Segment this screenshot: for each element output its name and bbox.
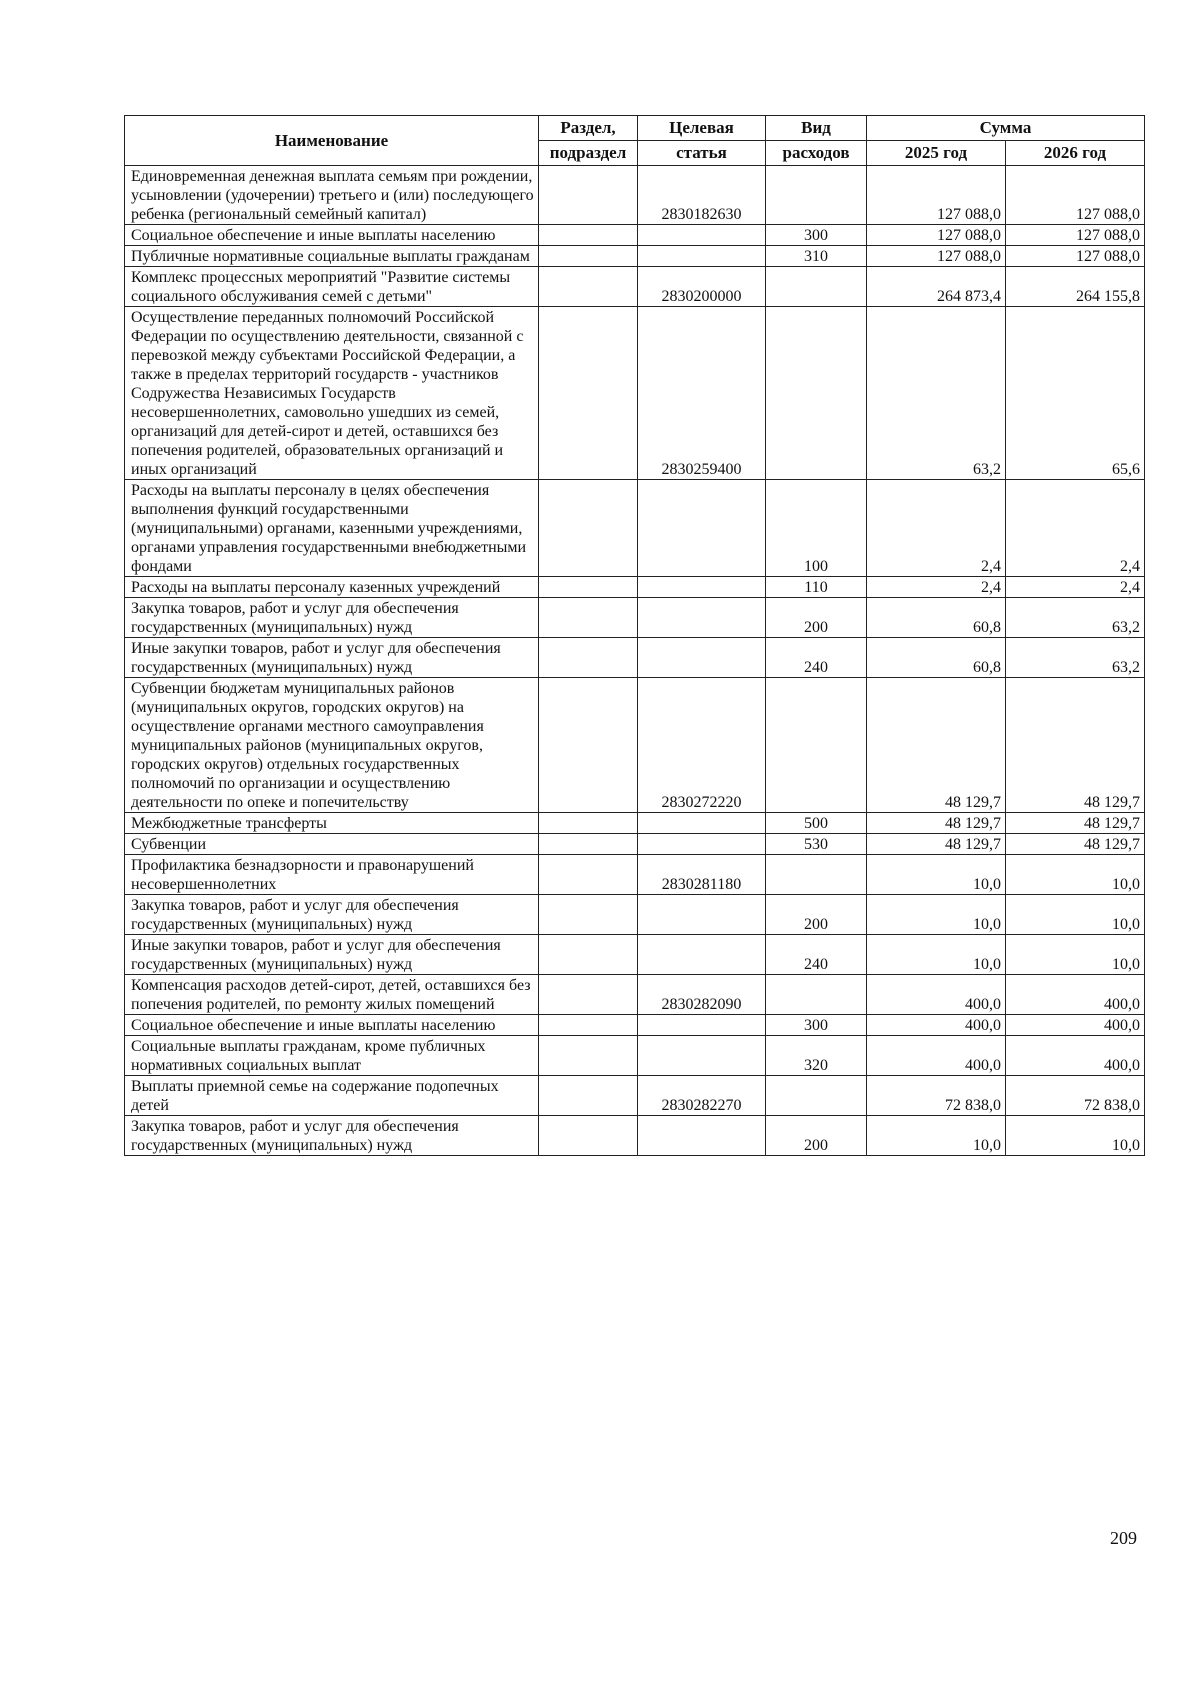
row-target	[638, 480, 766, 577]
row-section	[539, 834, 638, 855]
table-row	[125, 935, 1145, 975]
row-kind: 500	[766, 813, 867, 834]
header-section-line2: подраздел	[539, 141, 638, 166]
row-kind: 530	[766, 834, 867, 855]
row-section	[539, 246, 638, 267]
row-2026: 65,6	[1006, 307, 1145, 480]
row-kind: 200	[766, 1116, 867, 1156]
row-kind: 320	[766, 1036, 867, 1076]
row-2025: 400,0	[867, 975, 1006, 1015]
row-target	[638, 598, 766, 638]
row-section	[539, 1076, 638, 1116]
row-2026: 63,2	[1006, 598, 1145, 638]
row-kind	[766, 855, 867, 895]
table-row	[125, 834, 1145, 855]
row-target	[638, 895, 766, 935]
header-sum: Сумма	[867, 116, 1145, 141]
row-2026: 2,4	[1006, 577, 1145, 598]
row-2026: 10,0	[1006, 855, 1145, 895]
row-target	[638, 834, 766, 855]
table-row	[125, 267, 1145, 307]
row-target: 2830272220	[638, 678, 766, 813]
row-kind	[766, 975, 867, 1015]
row-section	[539, 935, 638, 975]
row-target: 2830200000	[638, 267, 766, 307]
row-target: 2830281180	[638, 855, 766, 895]
table-row	[125, 1036, 1145, 1076]
row-name: Профилактика безнадзорности и правонарушений несовершеннолетних	[125, 855, 539, 895]
row-2026: 48 129,7	[1006, 834, 1145, 855]
row-name: Компенсация расходов детей-сирот, детей, оставшихся без попечения родителей, по ремонту жилых помещений	[125, 975, 539, 1015]
row-name: Социальные выплаты гражданам, кроме публичных нормативных социальных выплат	[125, 1036, 539, 1076]
row-target	[638, 1015, 766, 1036]
row-2025: 127 088,0	[867, 225, 1006, 246]
row-2026: 400,0	[1006, 1036, 1145, 1076]
row-2026: 72 838,0	[1006, 1076, 1145, 1116]
row-kind	[766, 678, 867, 813]
row-name: Закупка товаров, работ и услуг для обеспечения государственных (муниципальных) нужд	[125, 1116, 539, 1156]
row-target: 2830282270	[638, 1076, 766, 1116]
row-kind: 100	[766, 480, 867, 577]
table-row	[125, 480, 1145, 577]
row-kind: 200	[766, 895, 867, 935]
row-2026: 10,0	[1006, 1116, 1145, 1156]
row-section	[539, 895, 638, 935]
row-kind	[766, 307, 867, 480]
table-row	[125, 1076, 1145, 1116]
row-2026: 127 088,0	[1006, 246, 1145, 267]
row-name: Социальное обеспечение и иные выплаты населению	[125, 225, 539, 246]
row-2026: 63,2	[1006, 638, 1145, 678]
header-year-2025: 2025 год	[867, 141, 1006, 166]
row-kind: 240	[766, 935, 867, 975]
header-name: Наименование	[125, 116, 539, 166]
row-name: Субвенции бюджетам муниципальных районов (муниципальных округов, городских округов) на осуществление органами местного самоуправления муниципальных районов (муниципальных округов, городских округов) отдельных государственных полномочий по организации и осуществлению деятельности по опеке и попечительству	[125, 678, 539, 813]
row-kind: 110	[766, 577, 867, 598]
row-name: Выплаты приемной семье на содержание подопечных детей	[125, 1076, 539, 1116]
row-name: Закупка товаров, работ и услуг для обеспечения государственных (муниципальных) нужд	[125, 895, 539, 935]
header-kind-line2: расходов	[766, 141, 867, 166]
header-target-line2: статья	[638, 141, 766, 166]
row-name: Межбюджетные трансферты	[125, 813, 539, 834]
table-row	[125, 895, 1145, 935]
row-name: Осуществление переданных полномочий Российской Федерации по осуществлению деятельности, связанной с перевозкой между субъектами Российской Федерации, а также в пределах территорий государств - участников Содружества Независимых Государств несовершеннолетних, самовольно ушедших из семей, организаций для детей-сирот и детей, оставшихся без попечения родителей, образовательных организаций и иных организаций	[125, 307, 539, 480]
row-section	[539, 480, 638, 577]
table-row	[125, 577, 1145, 598]
row-name: Иные закупки товаров, работ и услуг для обеспечения государственных (муниципальных) нужд	[125, 935, 539, 975]
row-name: Субвенции	[125, 834, 539, 855]
table-row	[125, 855, 1145, 895]
table-header	[125, 116, 1145, 166]
row-2026: 48 129,7	[1006, 678, 1145, 813]
row-kind: 300	[766, 225, 867, 246]
row-2026: 10,0	[1006, 895, 1145, 935]
table-row	[125, 307, 1145, 480]
row-kind: 240	[766, 638, 867, 678]
row-2025: 400,0	[867, 1036, 1006, 1076]
row-2026: 127 088,0	[1006, 166, 1145, 225]
row-name: Единовременная денежная выплата семьям при рождении, усыновлении (удочерении) третьего и (или) последующего ребенка (региональный семейный капитал)	[125, 166, 539, 225]
row-name: Иные закупки товаров, работ и услуг для обеспечения государственных (муниципальных) нужд	[125, 638, 539, 678]
table-row	[125, 813, 1145, 834]
row-2025: 60,8	[867, 638, 1006, 678]
row-2025: 10,0	[867, 1116, 1006, 1156]
row-kind	[766, 267, 867, 307]
row-2026: 264 155,8	[1006, 267, 1145, 307]
row-2025: 2,4	[867, 577, 1006, 598]
row-target	[638, 813, 766, 834]
row-target	[638, 1036, 766, 1076]
row-target	[638, 638, 766, 678]
row-2026: 48 129,7	[1006, 813, 1145, 834]
row-2025: 48 129,7	[867, 813, 1006, 834]
table-row	[125, 225, 1145, 246]
row-2025: 10,0	[867, 895, 1006, 935]
budget-table	[124, 115, 1145, 1156]
row-section	[539, 267, 638, 307]
row-name: Расходы на выплаты персоналу казенных учреждений	[125, 577, 539, 598]
row-name: Социальное обеспечение и иные выплаты населению	[125, 1015, 539, 1036]
row-2025: 127 088,0	[867, 166, 1006, 225]
header-section-line1: Раздел,	[539, 116, 638, 141]
row-2026: 127 088,0	[1006, 225, 1145, 246]
row-target	[638, 935, 766, 975]
table-row	[125, 678, 1145, 813]
row-section	[539, 225, 638, 246]
row-kind: 200	[766, 598, 867, 638]
header-target-line1: Целевая	[638, 116, 766, 141]
row-section	[539, 1036, 638, 1076]
row-2025: 264 873,4	[867, 267, 1006, 307]
row-section	[539, 638, 638, 678]
row-target: 2830182630	[638, 166, 766, 225]
row-section	[539, 813, 638, 834]
row-target	[638, 246, 766, 267]
row-target	[638, 577, 766, 598]
row-2025: 10,0	[867, 855, 1006, 895]
row-2025: 63,2	[867, 307, 1006, 480]
row-section	[539, 1116, 638, 1156]
table-row	[125, 1116, 1145, 1156]
row-2026: 2,4	[1006, 480, 1145, 577]
row-name: Закупка товаров, работ и услуг для обеспечения государственных (муниципальных) нужд	[125, 598, 539, 638]
row-2025: 48 129,7	[867, 678, 1006, 813]
row-section	[539, 577, 638, 598]
row-2025: 60,8	[867, 598, 1006, 638]
row-name: Комплекс процессных мероприятий "Развитие системы социального обслуживания семей с детьми"	[125, 267, 539, 307]
page-number: 209	[1110, 1528, 1137, 1548]
table-row	[125, 598, 1145, 638]
row-2025: 48 129,7	[867, 834, 1006, 855]
row-2025: 2,4	[867, 480, 1006, 577]
row-kind	[766, 1076, 867, 1116]
table-row	[125, 1015, 1145, 1036]
row-section	[539, 166, 638, 225]
row-target	[638, 1116, 766, 1156]
table-row	[125, 166, 1145, 225]
row-kind	[766, 166, 867, 225]
table-row	[125, 638, 1145, 678]
row-kind: 310	[766, 246, 867, 267]
row-2026: 400,0	[1006, 975, 1145, 1015]
table-row	[125, 246, 1145, 267]
row-target: 2830282090	[638, 975, 766, 1015]
table-body	[125, 166, 1145, 1156]
row-2025: 127 088,0	[867, 246, 1006, 267]
row-section	[539, 855, 638, 895]
row-target	[638, 225, 766, 246]
row-section	[539, 1015, 638, 1036]
header-kind-line1: Вид	[766, 116, 867, 141]
row-2025: 10,0	[867, 935, 1006, 975]
table-row	[125, 975, 1145, 1015]
row-section	[539, 598, 638, 638]
row-kind: 300	[766, 1015, 867, 1036]
row-2026: 10,0	[1006, 935, 1145, 975]
row-section	[539, 307, 638, 480]
row-section	[539, 678, 638, 813]
row-2026: 400,0	[1006, 1015, 1145, 1036]
row-section	[539, 975, 638, 1015]
row-name: Расходы на выплаты персоналу в целях обеспечения выполнения функций государственными (муниципальными) органами, казенными учреждениями, органами управления государственными внебюджетными фондами	[125, 480, 539, 577]
row-name: Публичные нормативные социальные выплаты гражданам	[125, 246, 539, 267]
row-2025: 72 838,0	[867, 1076, 1006, 1116]
row-2025: 400,0	[867, 1015, 1006, 1036]
row-target: 2830259400	[638, 307, 766, 480]
header-year-2026: 2026 год	[1006, 141, 1145, 166]
